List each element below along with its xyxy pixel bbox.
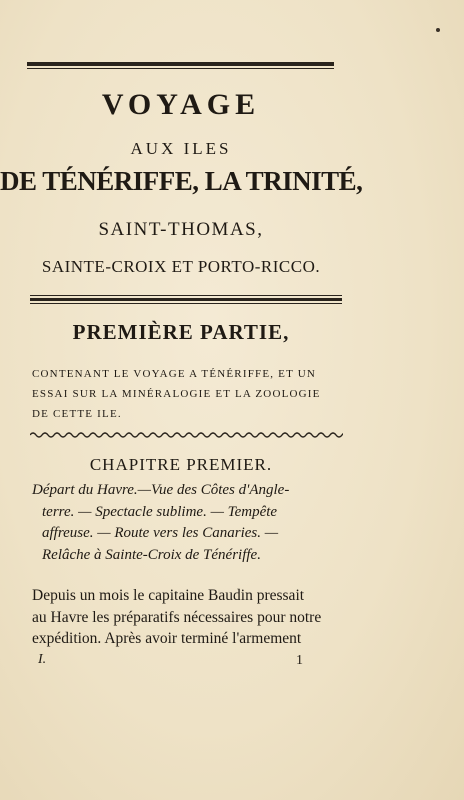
summary-line: Départ du Havre.—Vue des Côtes d'Angle- [32,482,290,498]
subtitle-sainte-croix: SAINTE-CROIX ET PORTO-RICCO. [41,257,321,276]
chapter-title: CHAPITRE PREMIER. [89,455,273,474]
summary-line: affreuse. — Route vers les Canaries. — [42,525,279,541]
summary-line: Relâche à Sainte-Croix de Ténériffe. [42,546,261,563]
chapter-body [32,585,350,650]
body-line: au Havre les préparatifs nécessaires pour notre [32,608,322,626]
ink-speck [436,28,440,32]
part-description-line: CONTENANT LE VOYAGE A TÉNÉRIFFE, ET UN [32,368,317,380]
part-title: PREMIÈRE PARTIE, [72,320,290,344]
subtitle-saint-thomas: SAINT-THOMAS, [98,219,264,240]
chapter-summary [32,480,350,566]
middle-triple-rule [30,295,342,304]
subtitle-islands: DE TÉNÉRIFFE, LA TRINITÉ, [0,166,363,196]
body-line: expédition. Après avoir terminé l'armement [32,630,302,647]
part-description-line: DE CETTE ILE. [32,408,122,420]
page-number: 1 [296,653,303,668]
top-double-rule [27,62,334,69]
ornamental-wavy-rule [30,431,343,439]
summary-line: terre. — Spectacle sublime. — Tempête [42,503,278,520]
signature-mark: I. [38,652,47,667]
subtitle-aux-iles: AUX ILES [130,139,232,158]
body-line: Depuis un mois le capitaine Baudin pressait [32,587,305,604]
book-title: VOYAGE [101,88,261,121]
part-description-line: ESSAI SUR LA MINÉRALOGIE ET LA ZOOLOGIE [32,388,321,400]
part-description [32,364,348,424]
